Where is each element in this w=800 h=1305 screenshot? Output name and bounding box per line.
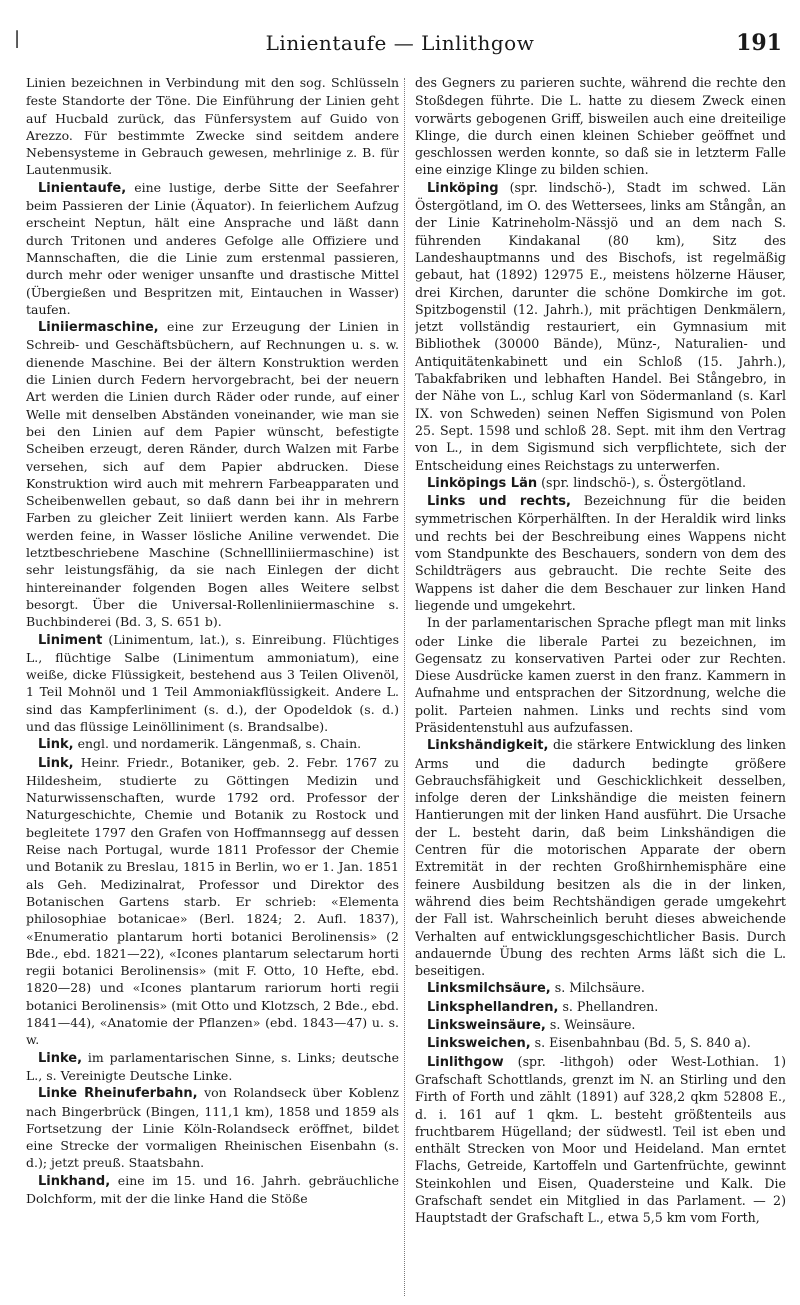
entry-text: Heinr. Friedr., Botaniker, geb. 2. Febr. 1767 zu Hildesheim, studierte zu Göttingen Medizin und Naturwissenschaften, wurde 1792 ord. Professor der Naturgeschichte, Chemie und Botanik zu Rostock und begleitete 1797 den Grafen von Hoffmannsegg auf dessen Reise nach Portugal, wurde 1811 Professor der Chemie und Botanik zu Breslau, 1815 in Berlin, wo er 1. Jan. 1851 als Geh. Medizinalrat, Professor und Direktor des Botanischen Gartens starb. Er schrieb: «Elementa philosophiae botanicae» (Berl. 1824; 2. Aufl. 1837), «Enumeratio plantarum horti botanici Berolinensis» (2 Bde., ebd. 1821—22), «Icones plantarum selectarum horti regii botanici Berolinensis» (mit F. Otto, 10 Hefte, ebd. 1820—28) und «Icones plantarum rariorum horti regii botanici Berolinensis» (mit Otto und Klotzsch, 2 Bde., ebd. 1841—44), «Anatomie der Pflanzen» (ebd. 1843—47) u. s. w.: [26, 754, 399, 1048]
entry: [415, 74, 786, 179]
entry-text: (spr. lindschö-), s. Östergötland.: [541, 474, 747, 490]
entry: [26, 318, 399, 630]
entry-lemma: Linlithgow: [427, 1054, 504, 1070]
margin-mark: |: [14, 28, 21, 49]
entry-text: (spr. lindschö-), Stadt im schwed. Län Östergötland, im O. des Wettersees, links am Stångån, an der Linie Katrineholm-Nässjö und an dem nach S. führenden Kindakanal (80 km), Sitz des Landeshauptmanns und des Bischofs, ist regelmäßig gebaut, hat (1892) 12975 E., meistens hölzerne Häuser, drei Kirchen, darunter die schöne Domkirche im got. Spitzbogenstil (12. Jahrh.), mit prächtigen Denkmälern, jetzt vollständig restauriert, ein Gymnasium mit Bibliothek (30000 Bände), Münz-, Naturalien- und Antiquitätenkabinett und ein Schloß (15. Jahrh.), Tabakfabriken und lebhaften Handel. Bei Stångebro, in der Nähe von L., schlug Karl von Södermanland (s. Karl IX. von Schweden) seinen Neffen Sigismund von Polen 25. Sept. 1598 und schloß 28. Sept. mit ihm den Vertrag von L., in dem Sigismund sich verpflichtete, sich der Entscheidung eines Reichstags zu unterwerfen.: [415, 179, 786, 473]
entry-lemma: Linkhand,: [38, 1173, 111, 1189]
entry-text: eine zur Erzeugung der Linien in Schreib- und Geschäftsbüchern, auf Rechnungen u. s. w. dienende Maschine. Bei der ältern Konstruktion werden die Linien durch Federn hervorgebracht, bei der neuern Art werden die Linien durch Räder oder runde, auf einer Welle mit denselben Abständen voneinander, wie man sie bei den Linien auf dem Papier wünscht, befestigte Scheiben erzeugt, deren Ränder, durch Walzen mit Farbe versehen, sich auf dem Papier abdrucken. Diese Konstruktion wird auch mit mehrern Farbeapparaten und Scheibenwellen gebaut, so daß dann bei ihr in mehrern Farben zu gleicher Zeit liniiert werden kann. Als Farbe werden feine, in Wasser lösliche Aniline verwendet. Die letztbeschriebene Maschine (Schnellliniiermaschine) ist sehr leistungsfähig, da sie nach Einlegen der dicht hintereinander folgenden Bogen alles Weitere selbst besorgt. Über die Universal-Rollenliniiermaschine s. Buchbinderei (Bd. 3, S. 651 b).: [26, 319, 399, 630]
entry: [415, 979, 786, 997]
entry-text: eine im 15. und 16. Jahrh. gebräuchliche Dolchform, mit der die linke Hand die Stöße: [26, 1172, 399, 1206]
entry-text: von Rolandseck über Koblenz nach Bingerbrück (Bingen, 111,1 km), 1858 und 1859 als Fortsetzung der Linie Köln-Rolandseck eröffnet, bildet eine Strecke der vormaligen Rheinischen Eisenbahn (s. d.); jetzt preuß. Staatsbahn.: [26, 1085, 399, 1171]
entry: [415, 736, 786, 979]
entry-lemma: Linköpings Län: [427, 475, 538, 491]
entry-text: des Gegners zu parieren suchte, während die rechte den Stoßdegen führte. Die L. hatte zu diesem Zweck einen vorwärts gebogenen Griff, bisweilen auch eine dreiteilige Klinge, die durch einen kleinen Schieber geöffnet und geschlossen werden konnte, so daß sie in letzterm Falle eine einzige Klinge zu bilden schien.: [415, 75, 786, 178]
entry-lemma: Linksweinsäure,: [427, 1018, 546, 1034]
entry-lemma: Liniiermaschine,: [38, 320, 159, 336]
entry-lemma: Linksmilchsäure,: [427, 981, 551, 997]
entry: [415, 1034, 786, 1052]
entry-lemma: Linientaufe,: [38, 180, 127, 196]
entry-lemma: Liniment: [38, 632, 103, 648]
entry-lemma: Linksweichen,: [427, 1036, 531, 1052]
entry-lemma: Links und rechts,: [427, 494, 571, 510]
entry: [26, 754, 399, 1049]
entry-text: In der parlamentarischen Sprache pflegt man mit links oder Linke die liberale Partei zu bezeichnen, im Gegensatz zu konservativen Partei oder zur Rechten. Diese Ausdrücke kamen zuerst in den franz. Kammern in Aufnahme und entsprachen der Sitzordnung, welche die polit. Parteien nahmen. Links und rechts sind vom Präsidentenstuhl aus aufzufassen.: [415, 615, 786, 735]
entry-text: Bezeichnung für die beiden symmetrischen Körperhälften. In der Heraldik wird links und rechts bei der Beschreibung eines Wappens nicht vom Standpunkte des Beschauers, sondern von dem des Schildträgers aus gebraucht. Die rechte Seite des Wappens ist daher die dem Beschauer zur linken Hand liegende und umgekehrt.: [415, 493, 786, 613]
entry-lemma: Linksphellandren,: [427, 999, 559, 1015]
entry-lemma: Linke Rheinuferbahn,: [38, 1086, 198, 1102]
entry-text: eine lustige, derbe Sitte der Seefahrer beim Passieren der Linie (Äquator). In feierlichem Aufzug erscheint Neptun, hält eine Ansprache und läßt dann durch Tritonen und anderes Gefolge alle Offiziere und Mannschaften, die die Linie zum erstenmal passieren, durch mehr oder weniger unsanfte und drastische Mittel (Übergießen und Bespritzen mit, Eintauchen in Wasser) taufen.: [26, 179, 399, 317]
entry-text: engl. und nordamerik. Längenmaß, s. Chain.: [77, 736, 362, 752]
entry: [415, 1053, 786, 1227]
entry: [26, 631, 399, 736]
entry: [26, 1172, 399, 1208]
entry: [415, 474, 786, 492]
entry: [415, 179, 786, 474]
page-number: 191: [736, 30, 782, 56]
running-title: Linientaufe — Linlithgow: [265, 31, 535, 55]
right-column: [415, 74, 786, 1299]
entry-text: s. Milchsäure.: [554, 980, 645, 996]
entry-lemma: Linkshändigkeit,: [427, 738, 549, 754]
entry-text: s. Eisenbahnbau (Bd. 5, S. 840 a).: [534, 1035, 751, 1051]
entry-lemma: Link,: [38, 755, 74, 771]
entry-text: im parlamentarischen Sinne, s. Links; deutsche L., s. Vereinigte Deutsche Linke.: [26, 1049, 399, 1083]
left-column: [26, 74, 399, 1299]
entry: [415, 998, 786, 1016]
entry-text: s. Weinsäure.: [549, 1017, 636, 1033]
entry-text: (spr. -lithgoh) oder West-Lothian. 1) Grafschaft Schottlands, grenzt im N. an Stirling und den Firth of Forth und zählt (1891) auf 328,2 qkm 52808 E., d. i. 161 auf 1 qkm. L. besteht größtenteils aus fruchtbarem Hügelland; der südwestl. Teil ist eben und enthält Strecken von Moor und Heideland. Man erntet Flachs, Getreide, Kartoffeln und Gartenfrüchte, gewinnt Steinkohlen und Eisen, Quadersteine und Kalk. Die Grafschaft sendet ein Mitglied in das Parlament. — 2) Hauptstadt der Grafschaft L., etwa 5,5 km vom Forth,: [415, 1053, 786, 1226]
page-header: [0, 0, 800, 66]
column-divider: [404, 78, 405, 1296]
entry: [26, 179, 399, 318]
entry-text: Linien bezeichnen in Verbindung mit den sog. Schlüsseln feste Standorte der Töne. Die Einführung der Linien geht auf Hucbald zurück, das Fünfersystem auf Guido von Arezzo. Für bestimmte Zwecke sind seitdem andere Nebensysteme in Gebrauch gewesen, mehrlinige z. B. für Lautenmusik.: [26, 75, 399, 178]
entry-text: (Linimentum, lat.), s. Einreibung. Flüchtiges L., flüchtige Salbe (Linimentum ammoniatum), eine weiße, dicke Flüssigkeit, bestehend aus 3 Teilen Olivenöl, 1 Teil Mohnöl und 1 Teil Ammoniakflüssigkeit. Andere L. sind das Kampferliniment (s. d.), der Opodeldok (s. d.) und das flüssige Leinölliniment (s. Brandsalbe).: [26, 631, 399, 734]
entry: [26, 74, 399, 179]
entry: [26, 735, 399, 753]
entry-text: die stärkere Entwicklung des linken Arms und die dadurch bedingte größere Gebrauchsfähigkeit und Geschicklichkeit desselben, infolge deren der Linkshändige die meisten feinern Hantierungen mit der linken Hand ausführt. Die Ursache der L. besteht darin, daß beim Linkshändigen die Centren für die motorischen Apparate der obern Extremität in der rechten Großhirnhemisphäre eine feinere Ausbildung besitzen als die in der linken, während dies beim Rechtshändigen gerade umgekehrt der Fall ist. Wahrscheinlich beruht dieses abweichende Verhalten auf entwicklungsgeschichtlicher Basis. Durch andauernde Übung des rechten Arms läßt sich die L. beseitigen.: [415, 737, 786, 979]
entry-text: s. Phellandren.: [562, 998, 659, 1014]
entry-lemma: Linköping: [427, 180, 499, 196]
entry: [26, 1049, 399, 1085]
entry-lemma: Link,: [38, 737, 74, 753]
entry: [26, 1084, 399, 1171]
entry: [415, 492, 786, 614]
entry: [415, 614, 786, 736]
entry-lemma: Linke,: [38, 1050, 83, 1066]
entry: [415, 1016, 786, 1034]
